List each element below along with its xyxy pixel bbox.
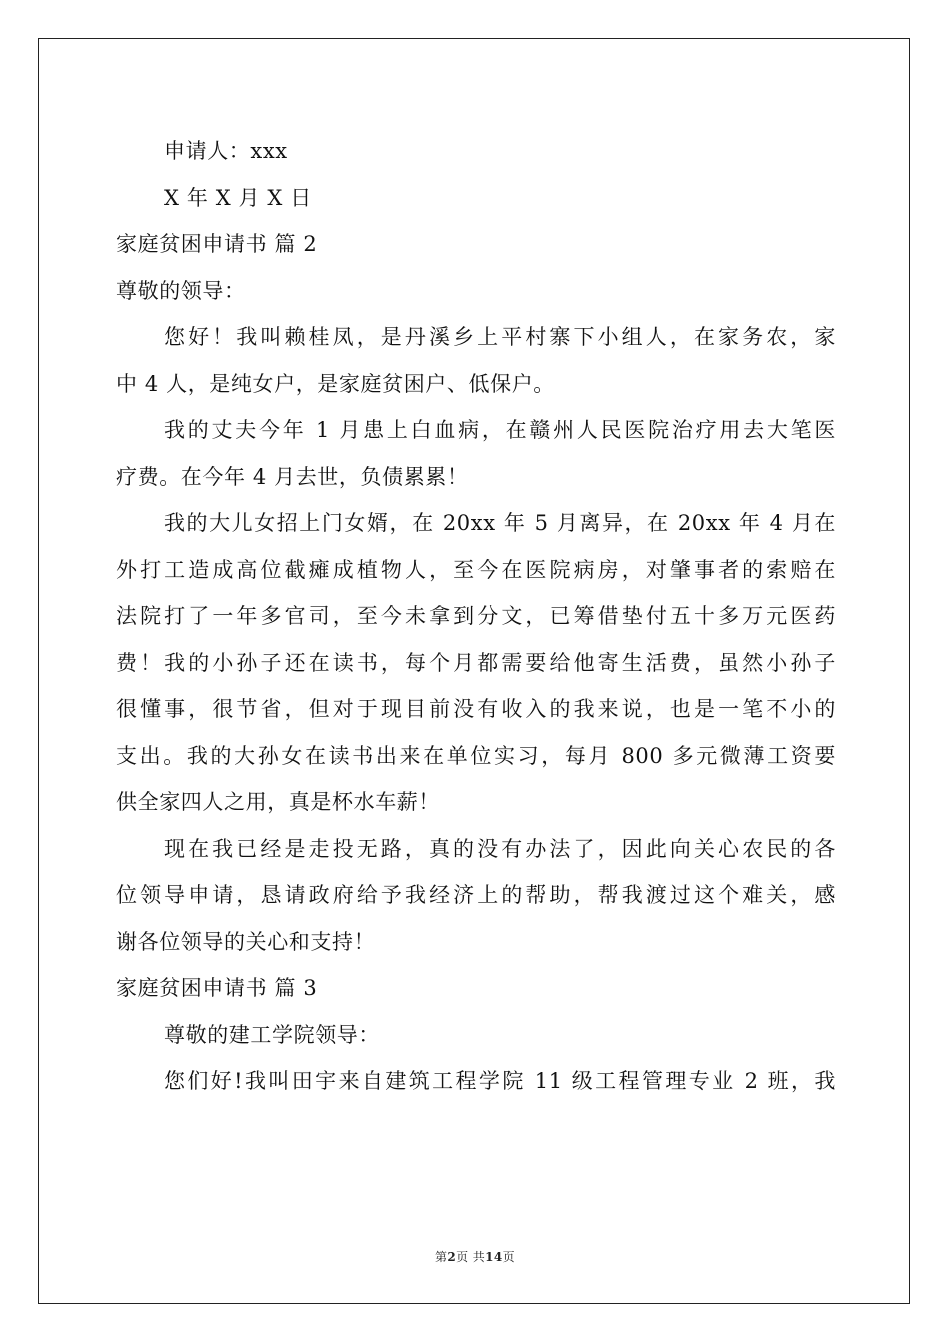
- paragraph-line: 疗费。在今年 4 月去世，负债累累！: [116, 464, 469, 489]
- paragraph-line: 外打工造成高位截瘫成植物人，至今在医院病房，对肇事者的索赔在: [116, 557, 836, 582]
- date-line: X 年 X 月 X 日: [164, 185, 312, 210]
- paragraph-line: 位领导申请，恳请政府给予我经济上的帮助，帮我渡过这个难关，感: [116, 883, 836, 907]
- page-suffix: 页: [502, 1250, 516, 1264]
- paragraph-line: 法院打了一年多官司，至今未拿到分文，已筹借垫付五十多万元医药: [116, 604, 836, 628]
- paragraph-line: 费！我的小孙子还在读书，每个月都需要给他寄生活费，虽然小孙子: [116, 650, 836, 675]
- section-2-salutation: 尊敬的领导：: [116, 278, 246, 303]
- paragraph-line: 我的大儿女招上门女婿，在 20xx 年 5 月离异，在 20xx 年 4 月在: [164, 511, 836, 535]
- paragraph-line: 您好！我叫赖桂凤，是丹溪乡上平村寨下小组人，在家务农，家: [164, 325, 836, 349]
- section-3-salutation: 尊敬的建工学院领导：: [164, 1022, 380, 1047]
- page-footer: [0, 1248, 950, 1265]
- section-3-heading: 家庭贫困申请书 篇 3: [116, 976, 318, 1000]
- paragraph-line: 现在我已经是走投无路，真的没有办法了，因此向关心农民的各: [164, 836, 836, 861]
- paragraph: [116, 826, 836, 966]
- paragraph: [116, 500, 836, 826]
- paragraph-line: 很懂事，很节省，但对于现目前没有收入的我来说，也是一笔不小的: [116, 697, 836, 721]
- paragraph: [116, 1058, 836, 1105]
- paragraph-line: 您们好!我叫田宇来自建筑工程学院 11 级工程管理专业 2 班，我: [164, 1069, 836, 1093]
- applicant-line: 申请人：xxx: [164, 139, 288, 163]
- paragraph-line: 支出。我的大孙女在读书出来在单位实习，每月 800 多元微薄工资要: [116, 743, 836, 768]
- paragraph: [116, 314, 836, 407]
- page-prefix: 第: [434, 1250, 448, 1264]
- page-mid: 页 共: [456, 1250, 486, 1264]
- document-body: [116, 128, 836, 1105]
- total-page-count: 14: [485, 1250, 503, 1264]
- paragraph-line: 供全家四人之用，真是杯水车薪！: [116, 790, 440, 814]
- paragraph-line: 谢各位领导的关心和支持！: [116, 929, 376, 954]
- paragraph-line: 中 4 人，是纯女户，是家庭贫困户、低保户。: [116, 371, 555, 396]
- section-2-heading: 家庭贫困申请书 篇 2: [116, 232, 318, 256]
- current-page-number: 2: [447, 1250, 457, 1264]
- paragraph: [116, 407, 836, 500]
- paragraph-line: 我的丈夫今年 1 月患上白血病，在赣州人民医院治疗用去大笔医: [164, 418, 836, 442]
